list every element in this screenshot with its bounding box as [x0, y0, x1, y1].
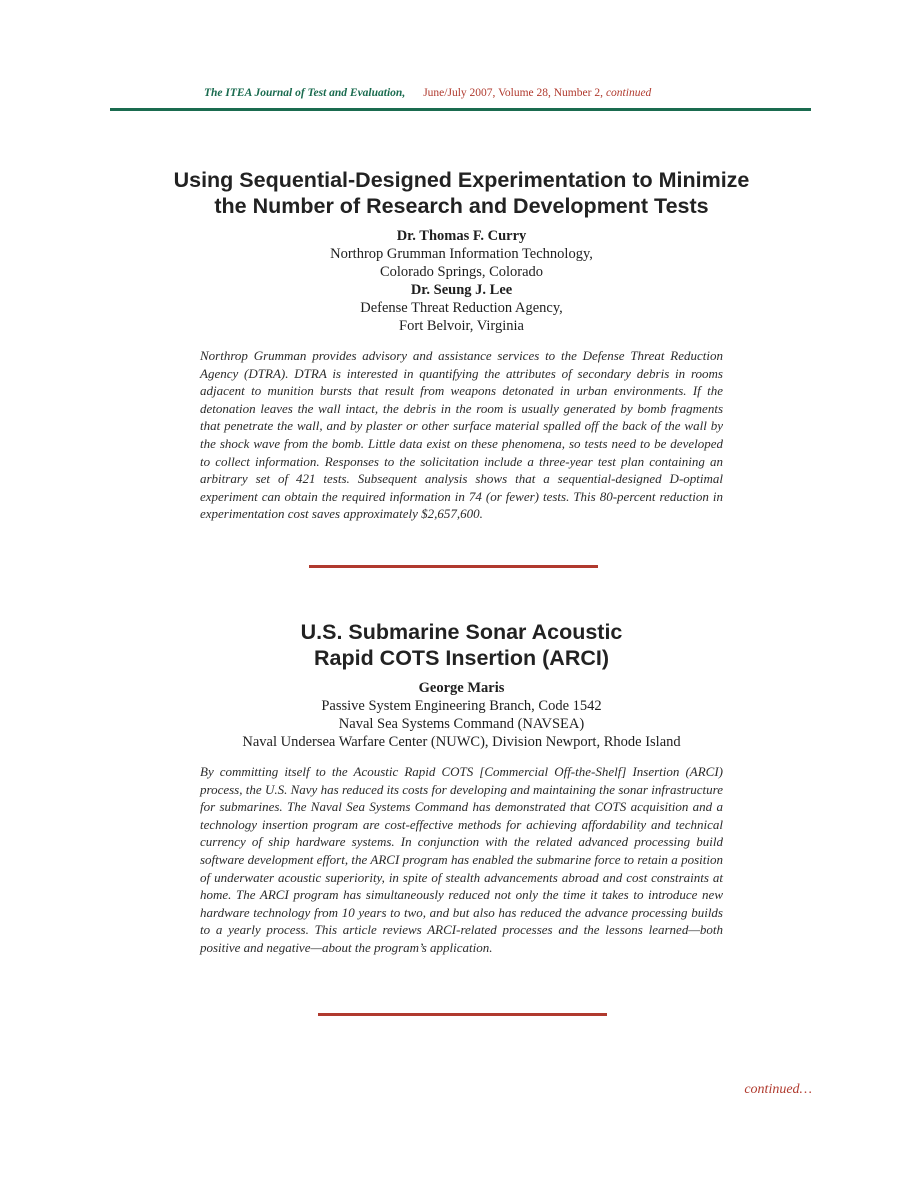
continued-link[interactable]: continued… — [744, 1082, 812, 1097]
author-name: Dr. Thomas F. Curry — [396, 228, 527, 244]
article-title — [140, 167, 783, 219]
header-rule — [110, 108, 811, 111]
author-affiliation: Naval Sea Systems Command (NAVSEA) — [338, 716, 585, 732]
title-line: the Number of Research and Development Tests — [214, 194, 709, 218]
article-title — [140, 619, 783, 671]
author-affiliation: Naval Undersea Warfare Center (NUWC), Division Newport, Rhode Island — [242, 734, 681, 750]
article-abstract: By committing itself to the Acoustic Rapid COTS [Commercial Off-the-Shelf] Insertion (ARCI) process, the U.S. Navy has reduced its costs for developing and maintaining the sonar infrastructure for submarines. The Naval Sea Systems Command has demonstrated that COTS acquisition and a technology insertion program are cost-effective methods for achieving affordability and technical currency of ship hardware systems. In conjunction with the related advanced processing build software development effort, the ARCI program has enabled the submarine force to retain a position of underwater acoustic superiority, in spite of stealth advancements abroad and cost constraints at home. The ARCI program has simultaneously reduced not only the time it takes to introduce new hardware technology from 10 years to two, and but also has reduced the advance processing builds to a yearly process. This article reviews ARCI-related processes and the lessons learned—both positive and negative—about the program’s application. — [200, 764, 723, 955]
author-name: Dr. Seung J. Lee — [410, 282, 513, 298]
issue-info: June/July 2007, Volume 28, Number 2, — [423, 87, 603, 99]
author-block — [200, 679, 723, 751]
section-divider — [318, 1013, 607, 1016]
article-sonar-arci — [200, 619, 723, 970]
author-affiliation: Colorado Springs, Colorado — [379, 264, 544, 280]
author-block — [200, 227, 723, 335]
article-abstract: Northrop Grumman provides advisory and assistance services to the Defense Threat Reduction Agency (DTRA). DTRA is interested in quantifying the attributes of secondary debris in rooms adjacent to munition bursts that result from weapons detonated in urban environments. If the detonation leaves the wall intact, the debris in the room is usually generated by bomb fragments that penetrate the wall, and by plaster or other surface material spalled off the back of the wall by the shock wave from the bomb. Little data exist on these phenomena, so tests need to be developed to collect information. Responses to the solicitation include a three-year test plan containing an arbitrary set of 421 tests. Subsequent analysis shows that a sequential-designed D-optimal experiment can obtain the required information in 74 (or fewer) tests. This 80-percent reduction in experimentation cost saves approximately $2,657,600. — [200, 348, 723, 522]
issue-continued: continued — [605, 87, 652, 99]
author-affiliation: Defense Threat Reduction Agency, — [360, 300, 563, 316]
journal-name: The ITEA Journal of Test and Evaluation, — [204, 87, 406, 99]
running-header — [204, 87, 651, 99]
title-line: U.S. Submarine Sonar Acoustic — [300, 620, 623, 644]
author-affiliation: Northrop Grumman Information Technology, — [330, 246, 593, 262]
section-divider — [309, 565, 598, 568]
author-affiliation: Fort Belvoir, Virginia — [399, 318, 524, 334]
title-line: Rapid COTS Insertion (ARCI) — [313, 646, 610, 670]
author-affiliation: Passive System Engineering Branch, Code 1542 — [321, 698, 602, 714]
article-sequential-design — [173, 167, 750, 536]
author-name: George Maris — [418, 680, 505, 696]
title-line: Using Sequential-Designed Experimentation to Minimize — [173, 168, 750, 192]
